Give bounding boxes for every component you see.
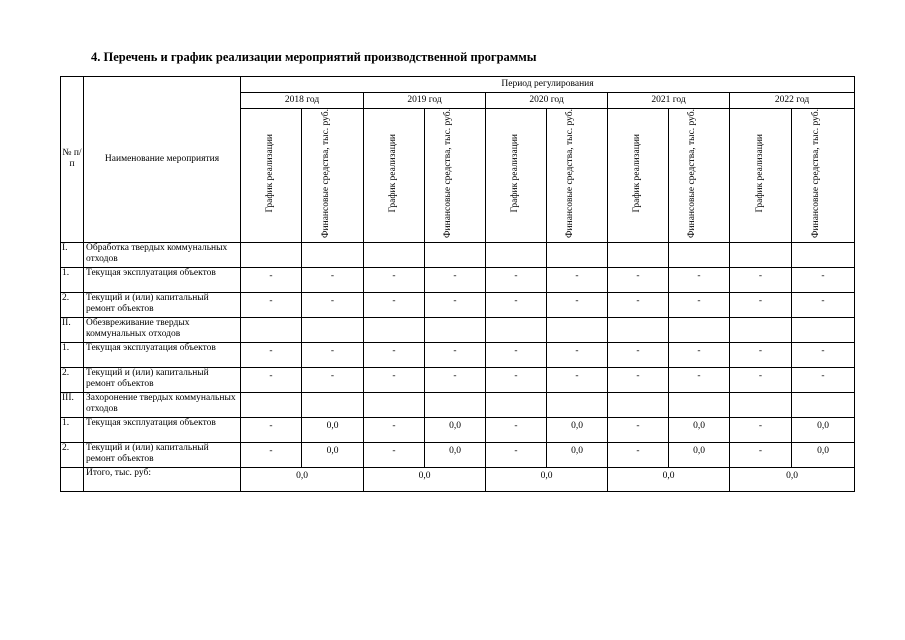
row-name: Текущий и (или) капитальный ремонт объектов [84, 442, 241, 467]
document-title: 4. Перечень и график реализации мероприятий производственной программы [91, 50, 537, 64]
row-name: Текущая эксплуатация объектов [84, 417, 241, 442]
schedule-cell: - [608, 442, 669, 467]
schedule-cell: - [241, 292, 302, 317]
header-year: 2018 год [241, 93, 364, 109]
finance-cell: - [547, 367, 608, 392]
total-value: 0,0 [364, 467, 486, 491]
finance-cell [547, 242, 608, 267]
finance-cell [792, 392, 855, 417]
program-table [60, 76, 855, 492]
finance-cell: 0,0 [792, 417, 855, 442]
finance-cell: - [669, 267, 730, 292]
schedule-cell [486, 317, 547, 342]
schedule-cell: - [608, 267, 669, 292]
finance-cell: - [792, 342, 855, 367]
finance-cell: 0,0 [302, 442, 364, 467]
finance-cell: 0,0 [669, 442, 730, 467]
table-row [61, 242, 855, 267]
schedule-cell: - [486, 442, 547, 467]
header-finance [425, 109, 486, 243]
schedule-cell: - [608, 292, 669, 317]
finance-cell [302, 392, 364, 417]
header-year: 2022 год [730, 93, 855, 109]
header-vertical-label: График реализации [632, 134, 642, 213]
header-vertical-label: График реализации [265, 134, 275, 213]
total-value: 0,0 [730, 467, 855, 491]
schedule-cell [730, 392, 792, 417]
header-vertical-label: Финансовые средства, тыс. руб. [687, 109, 697, 238]
schedule-cell: - [364, 367, 425, 392]
schedule-cell: - [730, 417, 792, 442]
schedule-cell: - [486, 367, 547, 392]
finance-cell [302, 242, 364, 267]
schedule-cell [608, 317, 669, 342]
row-name: Обезвреживание твердых коммунальных отходов [84, 317, 241, 342]
schedule-cell [730, 317, 792, 342]
header-schedule [486, 109, 547, 243]
schedule-cell: - [241, 342, 302, 367]
finance-cell: 0,0 [302, 417, 364, 442]
finance-cell: - [547, 342, 608, 367]
header-schedule [730, 109, 792, 243]
header-vertical-label: График реализации [388, 134, 398, 213]
schedule-cell: - [486, 267, 547, 292]
total-row [61, 467, 855, 491]
header-period: Период регулирования [241, 77, 855, 93]
header-vertical-label: График реализации [754, 134, 765, 213]
finance-cell: - [425, 367, 486, 392]
schedule-cell: - [241, 367, 302, 392]
finance-cell: - [669, 342, 730, 367]
schedule-cell: - [241, 267, 302, 292]
total-value: 0,0 [241, 467, 364, 491]
header-year: 2019 год [364, 93, 486, 109]
schedule-cell [608, 392, 669, 417]
table-row [61, 392, 855, 417]
header-finance [669, 109, 730, 243]
schedule-cell: - [486, 417, 547, 442]
row-number: II. [61, 317, 84, 342]
table-row [61, 367, 855, 392]
finance-cell: - [792, 267, 855, 292]
row-name: Текущая эксплуатация объектов [84, 267, 241, 292]
schedule-cell: - [730, 367, 792, 392]
row-name: Обработка твердых коммунальных отходов [84, 242, 241, 267]
finance-cell [425, 392, 486, 417]
schedule-cell [241, 317, 302, 342]
finance-cell [792, 317, 855, 342]
finance-cell: 0,0 [547, 417, 608, 442]
header-year: 2020 год [486, 93, 608, 109]
finance-cell [547, 392, 608, 417]
finance-cell: 0,0 [547, 442, 608, 467]
finance-cell: - [425, 267, 486, 292]
row-number: 2. [61, 292, 84, 317]
row-name: Текущая эксплуатация объектов [84, 342, 241, 367]
finance-cell: - [669, 292, 730, 317]
schedule-cell: - [241, 417, 302, 442]
schedule-cell [364, 317, 425, 342]
finance-cell: 0,0 [425, 442, 486, 467]
finance-cell [669, 317, 730, 342]
header-schedule [364, 109, 425, 243]
total-value: 0,0 [486, 467, 608, 491]
header-vertical-label: Финансовые средства, тыс. руб. [443, 109, 453, 238]
header-schedule [608, 109, 669, 243]
row-number: 2. [61, 367, 84, 392]
finance-cell [547, 317, 608, 342]
finance-cell [425, 242, 486, 267]
schedule-cell [241, 392, 302, 417]
finance-cell: - [792, 367, 855, 392]
row-number: 1. [61, 267, 84, 292]
row-number: 2. [61, 442, 84, 467]
schedule-cell: - [608, 367, 669, 392]
row-name: Текущий и (или) капитальный ремонт объектов [84, 292, 241, 317]
header-finance [792, 109, 855, 243]
total-value: 0,0 [608, 467, 730, 491]
header-vertical-label: Финансовые средства, тыс. руб. [320, 109, 331, 238]
row-number: 1. [61, 342, 84, 367]
schedule-cell: - [241, 442, 302, 467]
schedule-cell [608, 242, 669, 267]
finance-cell [669, 392, 730, 417]
finance-cell [669, 242, 730, 267]
schedule-cell: - [730, 292, 792, 317]
schedule-cell: - [730, 342, 792, 367]
finance-cell [302, 317, 364, 342]
schedule-cell [486, 242, 547, 267]
schedule-cell [364, 242, 425, 267]
finance-cell: - [792, 292, 855, 317]
table-row [61, 342, 855, 367]
total-num-cell [61, 467, 84, 491]
row-number: III. [61, 392, 84, 417]
header-vertical-label: Финансовые средства, тыс. руб. [565, 109, 575, 238]
schedule-cell: - [364, 417, 425, 442]
finance-cell [425, 317, 486, 342]
header-finance [302, 109, 364, 243]
schedule-cell: - [730, 442, 792, 467]
schedule-cell: - [608, 342, 669, 367]
finance-cell: - [302, 342, 364, 367]
finance-cell: - [547, 267, 608, 292]
table-row [61, 317, 855, 342]
table-row [61, 442, 855, 467]
table-row [61, 417, 855, 442]
schedule-cell: - [608, 417, 669, 442]
schedule-cell: - [364, 442, 425, 467]
finance-cell: - [547, 292, 608, 317]
table-row [61, 267, 855, 292]
header-schedule [241, 109, 302, 243]
schedule-cell [486, 392, 547, 417]
total-label: Итого, тыс. руб: [84, 467, 241, 491]
schedule-cell: - [364, 292, 425, 317]
finance-cell: 0,0 [425, 417, 486, 442]
finance-cell: - [425, 342, 486, 367]
finance-cell: 0,0 [792, 442, 855, 467]
schedule-cell [241, 242, 302, 267]
row-name: Захоронение твердых коммунальных отходов [84, 392, 241, 417]
row-number: I. [61, 242, 84, 267]
schedule-cell [730, 242, 792, 267]
header-num: № п/п [61, 77, 84, 243]
row-name: Текущий и (или) капитальный ремонт объектов [84, 367, 241, 392]
finance-cell: 0,0 [669, 417, 730, 442]
header-name: Наименование мероприятия [84, 77, 241, 243]
finance-cell: - [302, 292, 364, 317]
finance-cell: - [302, 367, 364, 392]
header-finance [547, 109, 608, 243]
row-number: 1. [61, 417, 84, 442]
schedule-cell: - [486, 292, 547, 317]
schedule-cell: - [364, 342, 425, 367]
header-year: 2021 год [608, 93, 730, 109]
schedule-cell: - [364, 267, 425, 292]
finance-cell [792, 242, 855, 267]
finance-cell: - [425, 292, 486, 317]
finance-cell: - [669, 367, 730, 392]
table-row [61, 292, 855, 317]
header-vertical-label: График реализации [510, 134, 520, 213]
schedule-cell: - [730, 267, 792, 292]
schedule-cell: - [486, 342, 547, 367]
schedule-cell [364, 392, 425, 417]
header-vertical-label: Финансовые средства, тыс. руб. [811, 109, 821, 238]
finance-cell: - [302, 267, 364, 292]
